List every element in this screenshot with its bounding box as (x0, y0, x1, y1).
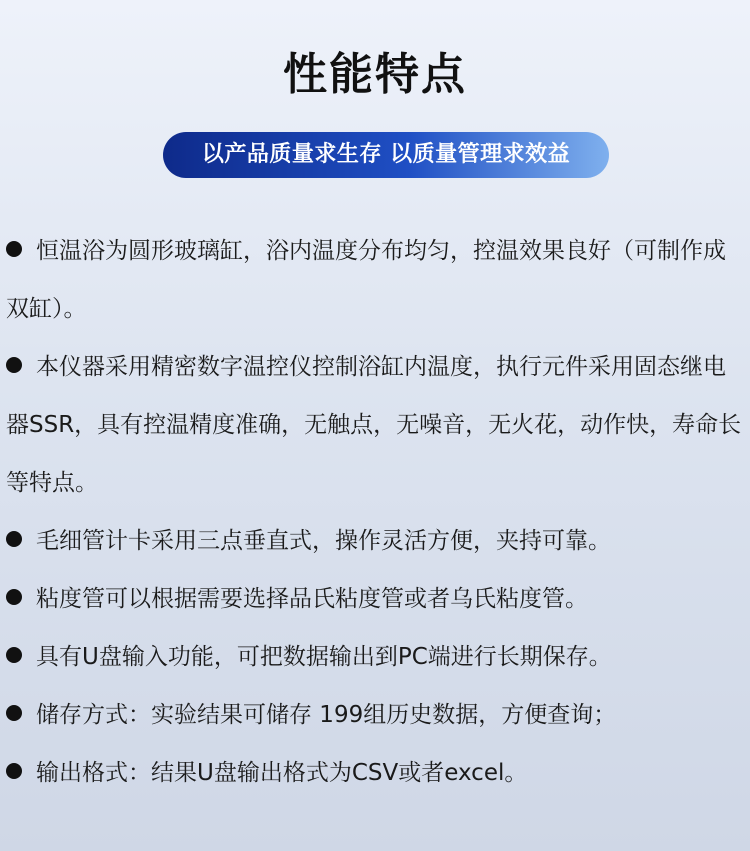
bullet-icon (6, 647, 22, 663)
feature-text: 储存方式：实验结果可储存 199组历史数据，方便查询； (36, 702, 617, 728)
bullet-icon (6, 705, 22, 721)
page-title: 性能特点 (283, 49, 467, 100)
feature-item (6, 686, 744, 744)
feature-text: 恒温浴为圆形玻璃缸，浴内温度分布均匀，控温效果良好（可制作成双缸）。 (6, 238, 726, 322)
bullet-icon (6, 589, 22, 605)
bullet-icon (6, 531, 22, 547)
feature-item (6, 628, 744, 686)
bullet-icon (6, 763, 22, 779)
feature-list (6, 222, 744, 802)
feature-item (6, 222, 744, 338)
bullet-icon (6, 357, 22, 373)
feature-text: 输出格式：结果U盘输出格式为CSV或者excel。 (36, 760, 528, 786)
feature-item (6, 338, 744, 512)
feature-text: 具有U盘输入功能，可把数据输出到PC端进行长期保存。 (36, 644, 612, 670)
bullet-icon (6, 241, 22, 257)
feature-item (6, 744, 744, 802)
feature-item (6, 512, 744, 570)
slogan-banner: 以产品质量求生存 以质量管理求效益 (163, 132, 609, 178)
feature-text: 粘度管可以根据需要选择品氏粘度管或者乌氏粘度管。 (36, 586, 588, 612)
feature-item (6, 570, 744, 628)
feature-text: 本仪器采用精密数字温控仪控制浴缸内温度，执行元件采用固态继电器SSR，具有控温精度准确，无触点，无噪音，无火花，动作快，寿命长等特点。 (6, 354, 742, 496)
feature-text: 毛细管计卡采用三点垂直式，操作灵活方便，夹持可靠。 (36, 528, 611, 554)
